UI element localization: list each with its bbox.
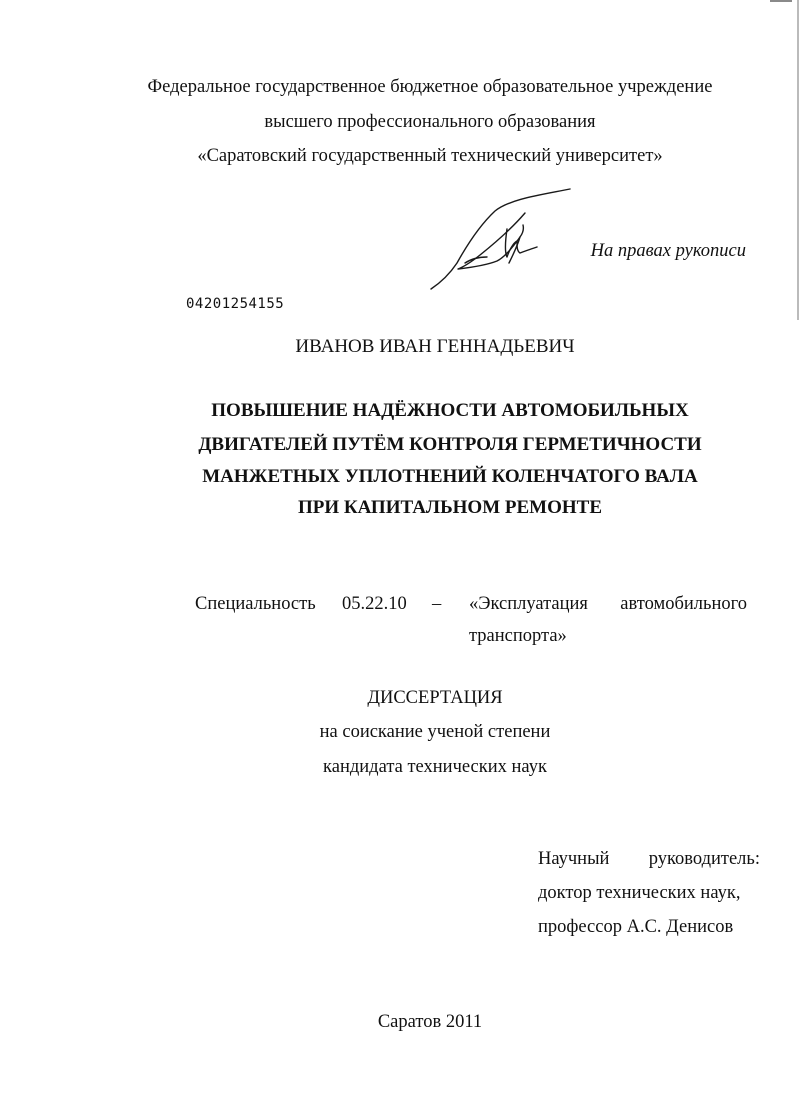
supervisor-name: профессор А.С. Денисов (538, 917, 734, 937)
specialty-label: Специальность (195, 594, 316, 614)
supervisor-label-word-1: Научный (538, 849, 610, 869)
title-line-1: ПОВЫШЕНИЕ НАДЁЖНОСТИ АВТОМОБИЛЬНЫХ (211, 400, 689, 421)
inventory-number: 04201254155 (186, 296, 285, 312)
author-name: ИВАНОВ ИВАН ГЕННАДЬЕВИЧ (295, 336, 575, 357)
specialty-line (195, 594, 747, 618)
institution-line-3: «Саратовский государственный технический университет» (197, 146, 663, 166)
title-line-2: ДВИГАТЕЛЕЙ ПУТЁМ КОНТРОЛЯ ГЕРМЕТИЧНОСТИ (198, 434, 702, 455)
dissertation-heading: ДИССЕРТАЦИЯ (367, 688, 503, 708)
degree-purpose-line-2: кандидата технических наук (323, 757, 547, 777)
manuscript-rights-note: На правах рукописи (590, 241, 746, 261)
institution-line-2: высшего профессионального образования (264, 112, 596, 132)
city-and-year: Саратов 2011 (377, 1012, 483, 1032)
degree-purpose-line-1: на соискание ученой степени (319, 722, 551, 742)
title-line-4: ПРИ КАПИТАЛЬНОМ РЕМОНТЕ (297, 497, 603, 518)
supervisor-label (538, 849, 760, 873)
supervisor-degree: доктор технических наук, (538, 883, 741, 903)
specialty-name-word-1: «Эксплуатация (469, 594, 588, 614)
specialty-code: 05.22.10 (342, 594, 407, 614)
institution-line-1: Федеральное государственное бюджетное образовательное учреждение (147, 77, 713, 97)
specialty-name-continuation: транспорта» (469, 626, 567, 646)
scan-edge-mark-top (770, 0, 792, 2)
handwritten-signature (425, 185, 575, 293)
supervisor-label-word-2: руководитель: (648, 849, 760, 869)
specialty-dash: – (432, 594, 442, 614)
title-line-3: МАНЖЕТНЫХ УПЛОТНЕНИЙ КОЛЕНЧАТОГО ВАЛА (202, 466, 698, 487)
specialty-name-word-2: автомобильного (620, 594, 747, 614)
